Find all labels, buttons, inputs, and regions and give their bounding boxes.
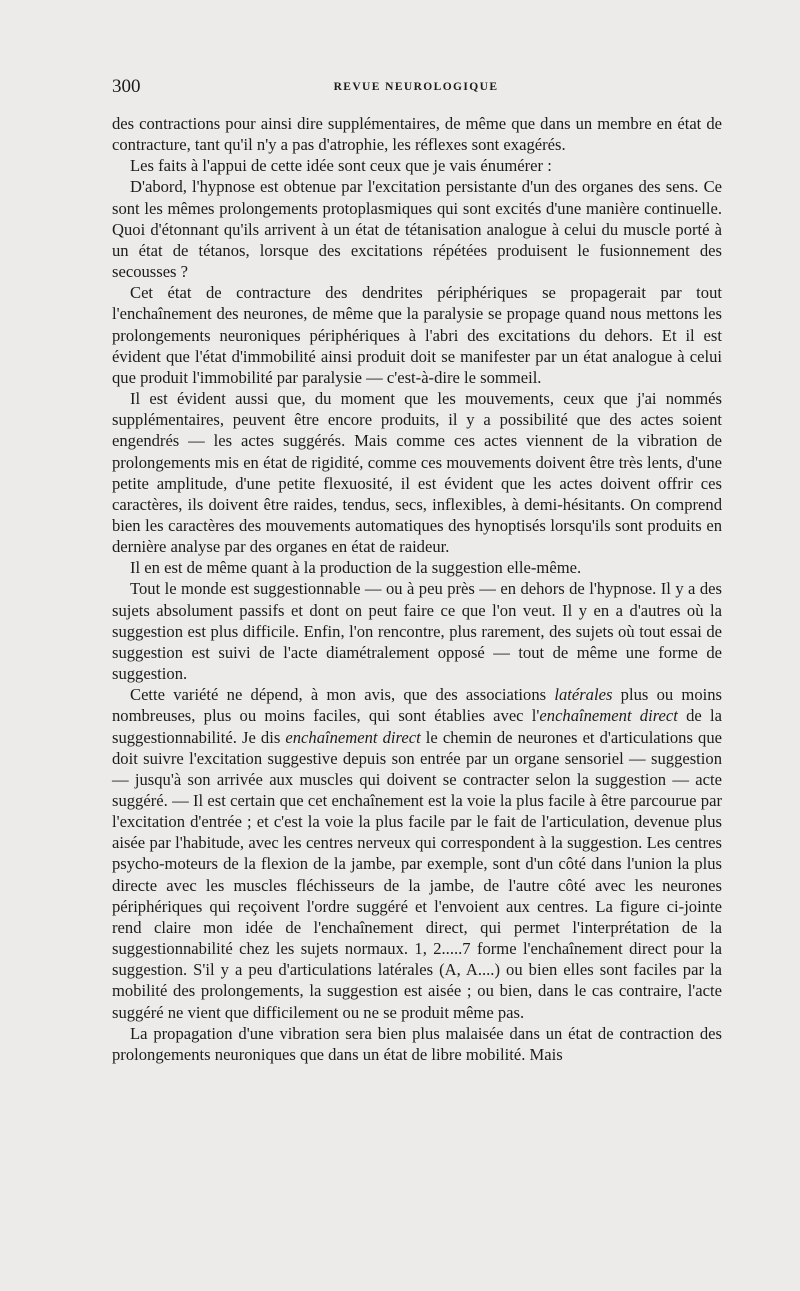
paragraph-4: Cet état de contracture des dendrites périphériques se propagerait par tout l'enchaînement des neurones, de même que la paralysie se propage quand nous mettons les prolongements neuroniques périphériques à l'abri des excitations du dehors. Et il est évident que l'état d'immobilité ainsi produit doit se manifester par un état analogue à celui que produit l'immobilité par paralysie — c'est-à-dire le sommeil. — [112, 283, 722, 387]
paragraph-8 — [112, 684, 722, 1023]
body-text — [112, 113, 722, 1065]
page-header — [112, 76, 720, 102]
paragraph-8-part-1: Cette variété ne dépend, à mon avis, que des associations — [130, 685, 555, 705]
paragraph-6: Il en est de même quant à la production de la suggestion elle-même. — [130, 558, 582, 578]
emphasis-enchainement-direct-2: enchaînement direct — [285, 727, 421, 747]
paragraph-8-part-2: plus ou moins nombreuses, plus ou moins faciles, qui sont établies avec l' — [112, 685, 722, 726]
emphasis-enchainement-direct-1: enchaînement direct — [539, 706, 678, 726]
paragraph-7: Tout le monde est suggestionnable — ou à peu près — en dehors de l'hypnose. Il y a des sujets absolument passifs et dont on peut faire ce que l'on veut. Il y en a d'autres où la suggestion est plus difficile. Enfin, l'on rencontre, plus rarement, des sujets où tout essai de suggestion est suivi de l'acte diamétralement opposé — tout de même une forme de suggestion. — [112, 579, 722, 684]
paragraph-2: Les faits à l'appui de cette idée sont ceux que je vais énumérer : — [130, 156, 552, 176]
paragraph-3: D'abord, l'hypnose est obtenue par l'excitation persistante d'un des organes des sens. Ce sont les mêmes prolongements protoplasmiques qui sont excités d'une manière continuelle. Quoi d'étonnant qu'ils arrivent à un état de tétanisation analogue à celui du muscle porté à un état de tétanos, lorsque des excitations répétées produisent le fusionnement des secousses ? — [112, 177, 722, 282]
running-title: REVUE NEUROLOGIQUE — [333, 81, 499, 93]
paragraph-8-part-4: le chemin de neurones et d'articulations que doit suivre l'excitation suggestive depuis son entrée par un organe sensoriel — suggestion — jusqu'à son arrivée aux muscles qui doivent se contracter selon la suggestion — acte suggéré. — Il est certain que cet enchaînement est la voie la plus facile à être parcourue par l'excitation d'entrée ; et c'est la voie la plus facile par le fait de l'articulation, devenue plus aisée par l'habitude, avec les centres nerveux qui correspondent à la suggestion. Les centres psycho-moteurs de la flexion de la jambe, par exemple, sont d'un côté dans l'union la plus directe avec les muscles fléchisseurs de la jambe, de l'autre côté avec les neurones périphériques qui reçoivent l'ordre suggéré et l'envoient aux centres. La figure ci-jointe rend claire mon idée de l'enchaînement direct, qui permet l'interprétation de la suggestionnabilité chez les sujets normaux. 1, 2.....7 forme l'enchaînement direct pour la suggestion. S'il y a peu d'articulations latérales (A, A....) ou bien elles sont faciles par la mobilité des prolongements, la suggestion est aisée ; ou bien, dans le cas contraire, l'acte suggéré ne vient que difficilement ou ne se produit même pas. — [112, 727, 722, 1022]
page-number: 300 — [112, 76, 141, 97]
paragraph-1: des contractions pour ainsi dire supplémentaires, de même que dans un membre en état de contracture, tant qu'il n'y a pas d'atrophie, les réflexes sont exagérés. — [112, 114, 722, 155]
emphasis-laterales: latérales — [554, 685, 613, 705]
paragraph-8-part-3: de la suggestionnabilité. Je dis — [112, 706, 723, 747]
paragraph-5: Il est évident aussi que, du moment que les mouvements, ceux que j'ai nommés supplémentaires, peuvent être encore produits, il y a possibilité que des actes soient engendrés — les actes suggérés. Mais comme ces actes viennent de la vibration de prolongements mis en état de rigidité, comme ces mouvements doivent être très lents, d'une petite amplitude, d'une petite flexuosité, il est évident que les actes doivent offrir ces caractères, ils doivent être raides, tendus, secs, inflexibles, à demi-hésitants. On comprend bien les caractères des mouvements automatiques des hynoptisés lorsqu'ils sont produits en dernière analyse par des organes en état de raideur. — [112, 389, 722, 557]
paragraph-9: La propagation d'une vibration sera bien plus malaisée dans un état de contraction des prolongements neuroniques que dans un état de libre mobilité. Mais — [112, 1023, 722, 1064]
